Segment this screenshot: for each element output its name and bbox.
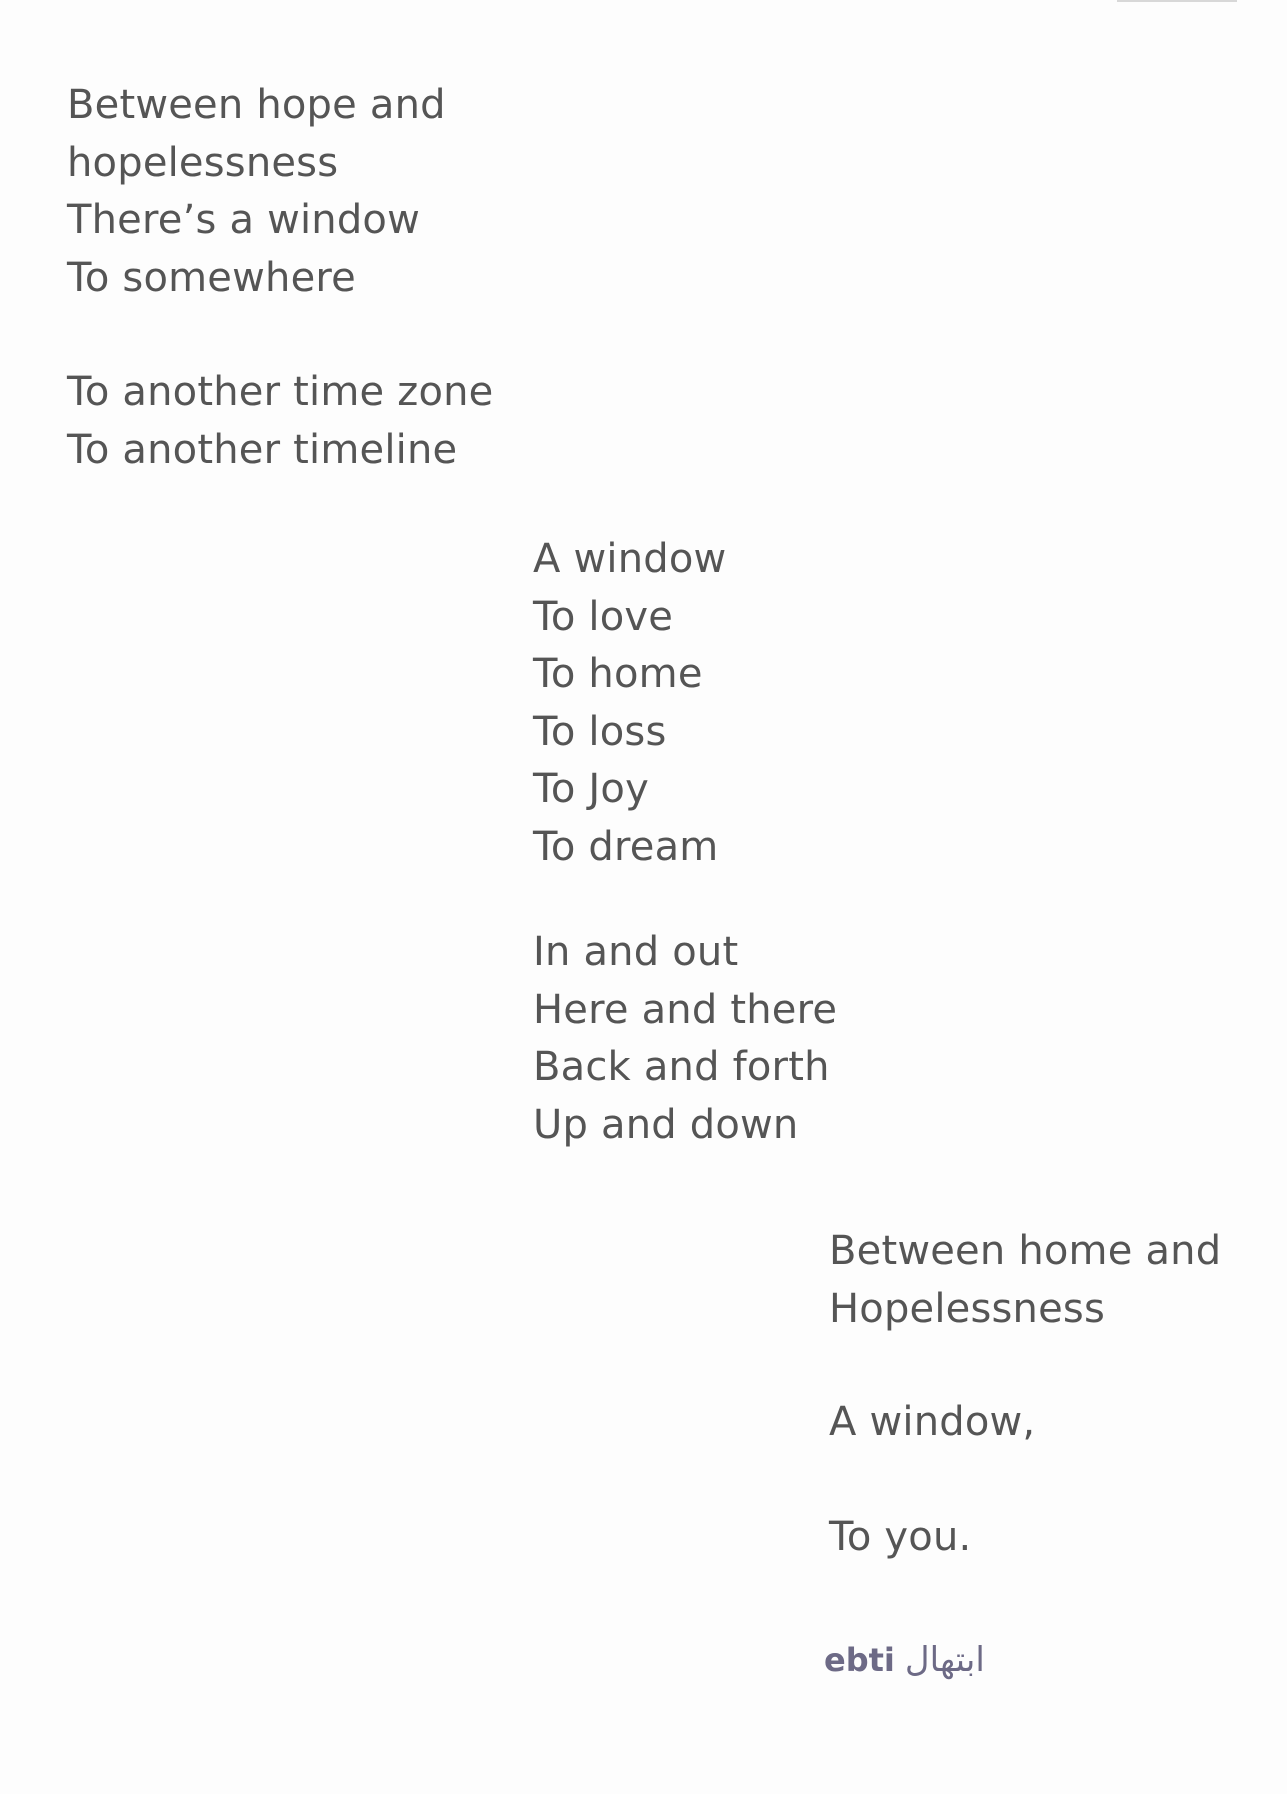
stanza-3 [533, 531, 726, 876]
poem-line: To Joy [533, 766, 649, 812]
poem-line: A window [533, 536, 727, 582]
poem-line: To love [533, 593, 674, 640]
signature-latin: ebti [824, 1641, 895, 1679]
poem-line: To loss [533, 708, 667, 755]
stanza-4 [533, 924, 837, 1154]
poem-line: In and out [533, 929, 739, 975]
top-edge-line [1117, 0, 1237, 2]
poem-line: Back and forth [533, 1044, 830, 1090]
stanza-2 [67, 364, 493, 479]
author-signature [824, 1640, 985, 1680]
poem-line: To another timeline [67, 426, 458, 473]
poem-line: Hopelessness [829, 1285, 1105, 1332]
poem-line: There’s a window [67, 197, 421, 243]
stanza-5 [829, 1223, 1221, 1338]
poem-line: hopelessness [67, 139, 339, 186]
stanza-7 [829, 1509, 971, 1567]
poem-line: To dream [533, 823, 719, 870]
poem-line: To you. [829, 1514, 972, 1560]
stanza-6 [829, 1394, 1035, 1452]
poem-line: Between hope and [67, 82, 446, 128]
poem-line: Here and there [533, 986, 838, 1033]
poem-line: Up and down [533, 1101, 799, 1148]
poem-line: To another time zone [67, 369, 494, 415]
poem-line: To somewhere [67, 254, 356, 301]
poem-line: Between home and [829, 1228, 1222, 1274]
poem-line: To home [533, 651, 703, 697]
poem-line: A window, [829, 1399, 1036, 1445]
signature-arabic: ابتهال [904, 1640, 985, 1680]
stanza-1 [67, 77, 446, 307]
